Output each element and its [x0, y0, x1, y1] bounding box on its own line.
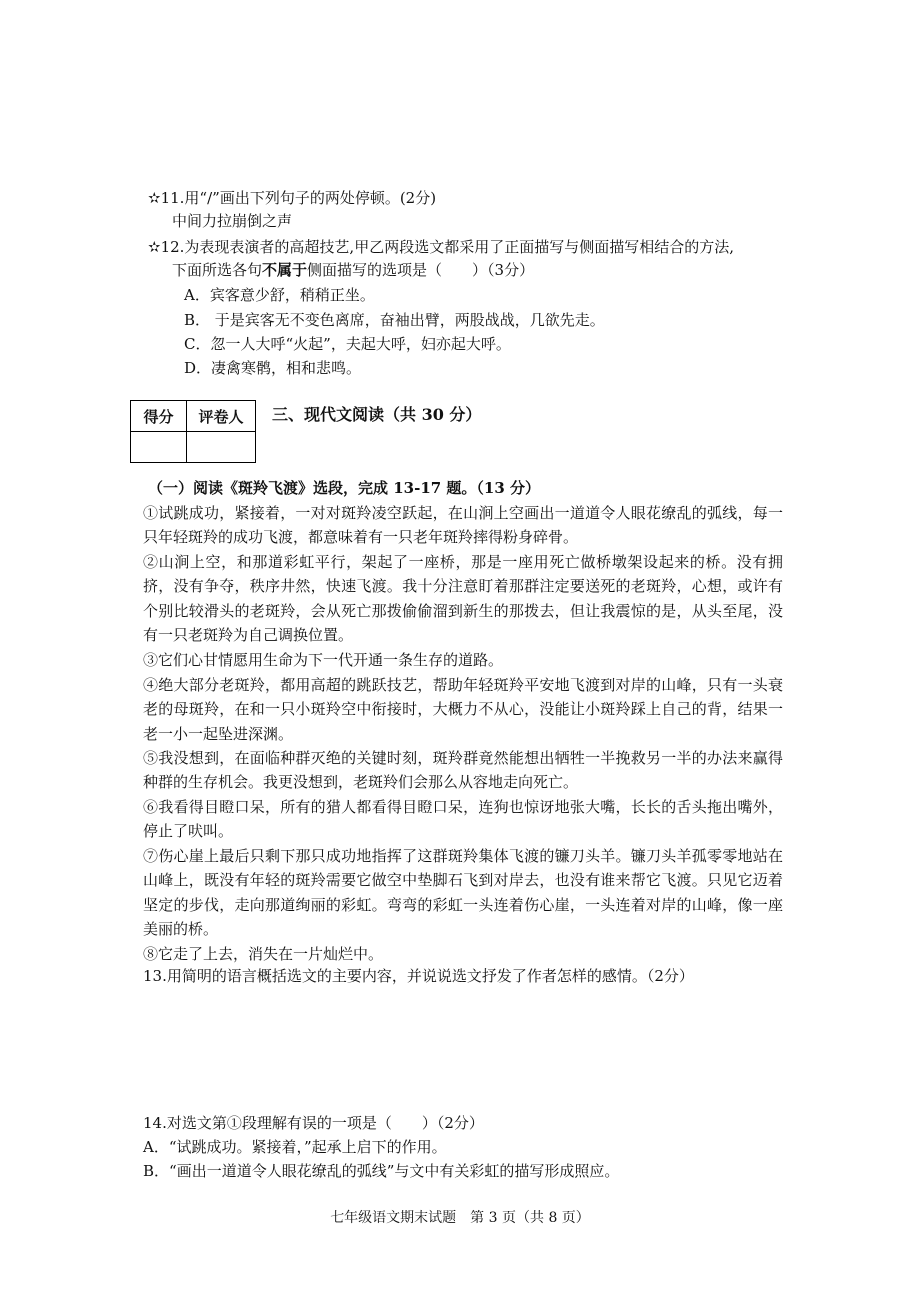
q12-option-d: D．凄禽寒鹘，相和悲鸣。: [184, 359, 362, 377]
q14-option-a: A．“试跳成功。紧接着，”起承上启下的作用。: [143, 1138, 447, 1156]
question-12-pre: 下面所选各句: [172, 261, 263, 279]
paragraph-4: ④绝大部分老斑羚，都用高超的跳跃技艺，帮助年轻斑羚平安地飞渡到对岸的山峰，只有一头衰老的母斑羚，在和一只小斑羚空中衔接时，大概力不从心，没能让小斑羚踩上自己的背，结果一老一小一起坠进深渊。: [143, 676, 783, 743]
grader-cell[interactable]: [187, 432, 256, 463]
section-3-title: 三、现代文阅读（共 30 分）: [272, 405, 482, 424]
q12-option-a: A．宾客意少舒，稍稍正坐。: [184, 286, 375, 304]
paragraph-1: ①试跳成功，紧接着，一对对斑羚凌空跃起，在山涧上空画出一道道令人眼花缭乱的弧线，每一只年轻斑羚的成功飞渡，都意味着有一只老年斑羚摔得粉身碎骨。: [143, 504, 783, 547]
question-13: 13.用简明的语言概括选文的主要内容，并说说选文抒发了作者怎样的感情。（2分）: [143, 967, 694, 985]
grader-header: 评卷人: [187, 401, 256, 432]
paragraph-5: ⑤我没想到，在面临种群灭绝的关键时刻，斑羚群竟然能想出牺牲一半挽救另一半的办法来赢得种群的生存机会。我更没想到，老斑羚们会那么从容地走向死亡。: [143, 749, 783, 792]
question-14: 14.对选文第①段理解有误的一项是（ ）（2分）: [143, 1114, 484, 1132]
score-header: 得分: [131, 401, 187, 432]
q14-option-b: B．“画出一道道令人眼花缭乱的弧线”与文中有关彩虹的描写形成照应。: [143, 1162, 620, 1180]
score-table: [130, 400, 256, 463]
score-cell[interactable]: [131, 432, 187, 463]
page-footer: 七年级语文期末试题 第 3 页（共 8 页）: [330, 1210, 590, 1226]
question-12-post: 侧面描写的选项是（ ）（3分）: [307, 261, 535, 279]
part-1-title: （一）阅读《斑羚飞渡》选段，完成 13-17 题。（13 分）: [148, 479, 541, 497]
question-12-line2: [172, 259, 534, 281]
q12-option-c: C．忽一人大呼“火起”，夫起大呼，妇亦起大呼。: [184, 335, 511, 353]
paragraph-2: ②山涧上空，和那道彩虹平行，架起了一座桥，那是一座用死亡做桥墩架设起来的桥。没有拥挤，没有争夺，秩序井然，快速飞渡。我十分注意盯着那群注定要送死的老斑羚，心想，或许有个别比较滑头的老斑羚，会从死亡那拨偷偷溜到新生的那拨去，但让我震惊的是，从头至尾，没有一只老斑羚为自己调换位置。: [143, 553, 783, 645]
question-12-keyword: 不属于: [262, 261, 308, 279]
paragraph-3: ③它们心甘情愿用生命为下一代开通一条生存的道路。: [143, 651, 504, 669]
question-11-sentence: 中间力拉崩倒之声: [172, 212, 293, 230]
question-11: ✫11.用“/”画出下列句子的两处停顿。(2分): [148, 189, 437, 207]
q12-option-b: B． 于是宾客无不变色离席，奋袖出臂，两股战战，几欲先走。: [184, 311, 605, 329]
question-12: ✫12.为表现表演者的高超技艺,甲乙两段选文都采用了正面描写与侧面描写相结合的方法,: [148, 238, 734, 256]
paragraph-6: ⑥我看得目瞪口呆，所有的猎人都看得目瞪口呆，连狗也惊讶地张大嘴，长长的舌头拖出嘴外，停止了吠叫。: [143, 798, 783, 841]
paragraph-7: ⑦伤心崖上最后只剩下那只成功地指挥了这群斑羚集体飞渡的镰刀头羊。镰刀头羊孤零零地站在山峰上，既没有年轻的斑羚需要它做空中垫脚石飞到对岸去，也没有谁来帮它飞渡。只见它迈着坚定的步伐，走向那道绚丽的彩虹。弯弯的彩虹一头连着伤心崖，一头连着对岸的山峰，像一座美丽的桥。: [143, 847, 783, 939]
paragraph-8: ⑧它走了上去，消失在一片灿烂中。: [143, 945, 384, 963]
